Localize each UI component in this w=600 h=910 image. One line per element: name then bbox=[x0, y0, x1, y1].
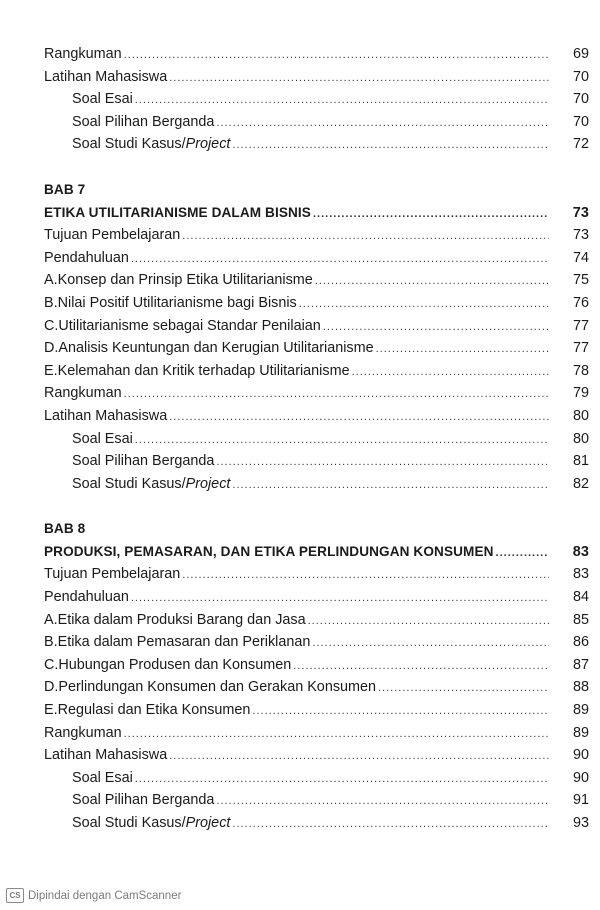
dot-leader bbox=[315, 275, 549, 287]
page-number: 86 bbox=[572, 634, 589, 651]
toc-section-entry bbox=[44, 634, 589, 657]
section-letter: B. bbox=[44, 294, 58, 311]
toc-subentry bbox=[44, 792, 589, 815]
page-number: 85 bbox=[572, 611, 589, 628]
dot-leader bbox=[323, 321, 549, 333]
entry-title: Nilai Positif Utilitarianisme bagi Bisnis bbox=[57, 294, 297, 311]
entry-title-italic: Project bbox=[185, 815, 231, 831]
entry-title: Soal Esai bbox=[72, 91, 133, 108]
chapter-title-entry bbox=[44, 205, 589, 228]
entry-title: Perlindungan Konsumen dan Gerakan Konsumen bbox=[58, 679, 377, 696]
page-number: 82 bbox=[572, 475, 589, 492]
page-number: 90 bbox=[572, 769, 589, 786]
dot-leader bbox=[232, 818, 549, 830]
page-number: 78 bbox=[572, 362, 589, 379]
toc-subentry bbox=[44, 476, 589, 499]
toc-subentry bbox=[44, 770, 589, 793]
dot-leader bbox=[312, 637, 549, 649]
page-number: 90 bbox=[572, 747, 589, 764]
dot-leader bbox=[131, 592, 549, 604]
dot-leader bbox=[169, 411, 549, 423]
entry-title: Tujuan Pembelajaran bbox=[44, 227, 181, 244]
dot-leader bbox=[232, 139, 549, 151]
toc-subentry bbox=[44, 815, 589, 838]
dot-leader bbox=[299, 298, 549, 310]
page-number: 70 bbox=[572, 113, 589, 130]
chapter-title-entry bbox=[44, 544, 589, 567]
page-number: 81 bbox=[572, 453, 589, 470]
entry-title: Rangkuman bbox=[44, 46, 122, 62]
dot-leader bbox=[182, 230, 549, 242]
dot-leader bbox=[496, 547, 549, 559]
toc-section-entry bbox=[44, 363, 589, 386]
page-number: 93 bbox=[572, 815, 589, 831]
entry-title: Latihan Mahasiswa bbox=[44, 407, 168, 424]
dot-leader bbox=[124, 49, 549, 61]
entry-title: Latihan Mahasiswa bbox=[44, 68, 168, 85]
entry-title: Soal Pilihan Berganda bbox=[72, 113, 215, 130]
section-letter: D. bbox=[44, 679, 59, 696]
dot-leader bbox=[352, 366, 549, 378]
entry-title: Utilitarianisme sebagai Standar Penilaian bbox=[58, 317, 321, 334]
entry-title: Rangkuman bbox=[44, 385, 122, 402]
entry-title: Soal Studi Kasus/ bbox=[72, 136, 186, 153]
toc-subentry bbox=[44, 114, 589, 137]
page-number: 83 bbox=[572, 543, 589, 560]
entry-title: Pendahuluan bbox=[44, 589, 129, 606]
toc-section-entry bbox=[44, 318, 589, 341]
page-number: 89 bbox=[572, 724, 589, 741]
toc-section-entry bbox=[44, 702, 589, 725]
section-gap bbox=[44, 159, 589, 182]
page-number: 70 bbox=[572, 91, 589, 108]
page-number: 73 bbox=[572, 204, 589, 221]
dot-leader bbox=[124, 728, 549, 740]
entry-title: Soal Pilihan Berganda bbox=[72, 453, 215, 470]
chapter-label bbox=[44, 182, 589, 205]
section-letter: B. bbox=[44, 634, 58, 651]
toc-entry bbox=[44, 69, 589, 92]
chapter-label-text: BAB 8 bbox=[44, 521, 86, 537]
entry-title: ETIKA UTILITARIANISME DALAM BISNIS bbox=[44, 204, 311, 220]
section-gap bbox=[44, 498, 589, 521]
page-number: 77 bbox=[572, 340, 589, 357]
dot-leader bbox=[216, 117, 549, 129]
entry-title: Soal Esai bbox=[72, 430, 133, 447]
section-letter: E. bbox=[44, 362, 58, 379]
page-number: 80 bbox=[572, 430, 589, 447]
page-number: 84 bbox=[572, 589, 589, 606]
entry-title: Latihan Mahasiswa bbox=[44, 747, 168, 764]
dot-leader bbox=[135, 94, 549, 106]
page-number: 80 bbox=[572, 407, 589, 424]
entry-title: Pendahuluan bbox=[44, 249, 129, 266]
dot-leader bbox=[216, 456, 549, 468]
entry-title: Tujuan Pembelajaran bbox=[44, 566, 181, 583]
dot-leader bbox=[378, 682, 549, 694]
entry-title: Hubungan Produsen dan Konsumen bbox=[58, 656, 292, 673]
dot-leader bbox=[135, 434, 549, 446]
toc-section-entry bbox=[44, 679, 589, 702]
dot-leader bbox=[293, 660, 549, 672]
dot-leader bbox=[376, 343, 549, 355]
entry-title: Analisis Keuntungan dan Kerugian Utilitarianisme bbox=[58, 340, 374, 357]
page-number: 69 bbox=[572, 46, 589, 62]
dot-leader bbox=[182, 569, 549, 581]
entry-title: Rangkuman bbox=[44, 724, 122, 741]
page-number: 76 bbox=[572, 294, 589, 311]
toc-subentry bbox=[44, 453, 589, 476]
page-number: 72 bbox=[572, 136, 589, 153]
dot-leader bbox=[313, 208, 549, 220]
chapter-label bbox=[44, 521, 589, 544]
page-number: 83 bbox=[572, 566, 589, 583]
scanner-watermark bbox=[6, 888, 181, 903]
toc-section-entry bbox=[44, 272, 589, 295]
entry-title: Kelemahan dan Kritik terhadap Utilitarianisme bbox=[57, 362, 350, 379]
dot-leader bbox=[308, 615, 549, 627]
dot-leader bbox=[169, 750, 549, 762]
dot-leader bbox=[252, 705, 549, 717]
section-letter: A. bbox=[44, 611, 58, 628]
toc-subentry bbox=[44, 136, 589, 159]
dot-leader bbox=[124, 388, 549, 400]
page-number: 87 bbox=[572, 656, 589, 673]
page-number: 77 bbox=[572, 317, 589, 334]
chapter-label-text: BAB 7 bbox=[44, 181, 86, 197]
entry-title: Etika dalam Pemasaran dan Periklanan bbox=[57, 634, 311, 651]
toc-subentry bbox=[44, 431, 589, 454]
toc-section-entry bbox=[44, 295, 589, 318]
toc-section-entry bbox=[44, 612, 589, 635]
entry-title-italic: Project bbox=[185, 475, 231, 492]
entry-title: PRODUKSI, PEMASARAN, DAN ETIKA PERLINDUNGAN KONSUMEN bbox=[44, 543, 494, 559]
section-letter: C. bbox=[44, 317, 59, 334]
page-number: 89 bbox=[572, 702, 589, 719]
entry-title: Etika dalam Produksi Barang dan Jasa bbox=[57, 611, 306, 628]
entry-title: Konsep dan Prinsip Etika Utilitarianisme bbox=[57, 272, 313, 289]
page-number: 79 bbox=[572, 385, 589, 402]
toc-entry bbox=[44, 227, 589, 250]
watermark-text: Dipindai dengan CamScanner bbox=[28, 889, 182, 902]
toc-section-entry bbox=[44, 340, 589, 363]
entry-title: Soal Esai bbox=[72, 769, 133, 786]
toc-entry bbox=[44, 250, 589, 273]
camscanner-logo-icon: CS bbox=[6, 888, 24, 903]
entry-title-italic: Project bbox=[185, 136, 231, 153]
page-number: 75 bbox=[572, 272, 589, 289]
dot-leader bbox=[169, 72, 549, 84]
dot-leader bbox=[232, 479, 549, 491]
toc-entry bbox=[44, 408, 589, 431]
toc-section-entry bbox=[44, 657, 589, 680]
section-letter: A. bbox=[44, 272, 58, 289]
entry-title: Soal Studi Kasus/ bbox=[72, 815, 186, 831]
toc-entry bbox=[44, 589, 589, 612]
toc-entry bbox=[44, 46, 589, 69]
toc-entry bbox=[44, 747, 589, 770]
page-number: 74 bbox=[572, 249, 589, 266]
page-number: 91 bbox=[572, 792, 589, 809]
entry-title: Regulasi dan Etika Konsumen bbox=[57, 702, 251, 719]
toc-entry bbox=[44, 385, 589, 408]
dot-leader bbox=[131, 253, 549, 265]
entry-title: Soal Pilihan Berganda bbox=[72, 792, 215, 809]
page-number: 70 bbox=[572, 68, 589, 85]
toc-entry bbox=[44, 566, 589, 589]
page-number: 73 bbox=[572, 227, 589, 244]
section-letter: E. bbox=[44, 702, 58, 719]
dot-leader bbox=[135, 773, 549, 785]
table-of-contents bbox=[44, 46, 589, 838]
dot-leader bbox=[216, 795, 549, 807]
section-letter: C. bbox=[44, 656, 59, 673]
toc-subentry bbox=[44, 91, 589, 114]
section-letter: D. bbox=[44, 340, 59, 357]
toc-entry bbox=[44, 725, 589, 748]
page-number: 88 bbox=[572, 679, 589, 696]
entry-title: Soal Studi Kasus/ bbox=[72, 475, 186, 492]
